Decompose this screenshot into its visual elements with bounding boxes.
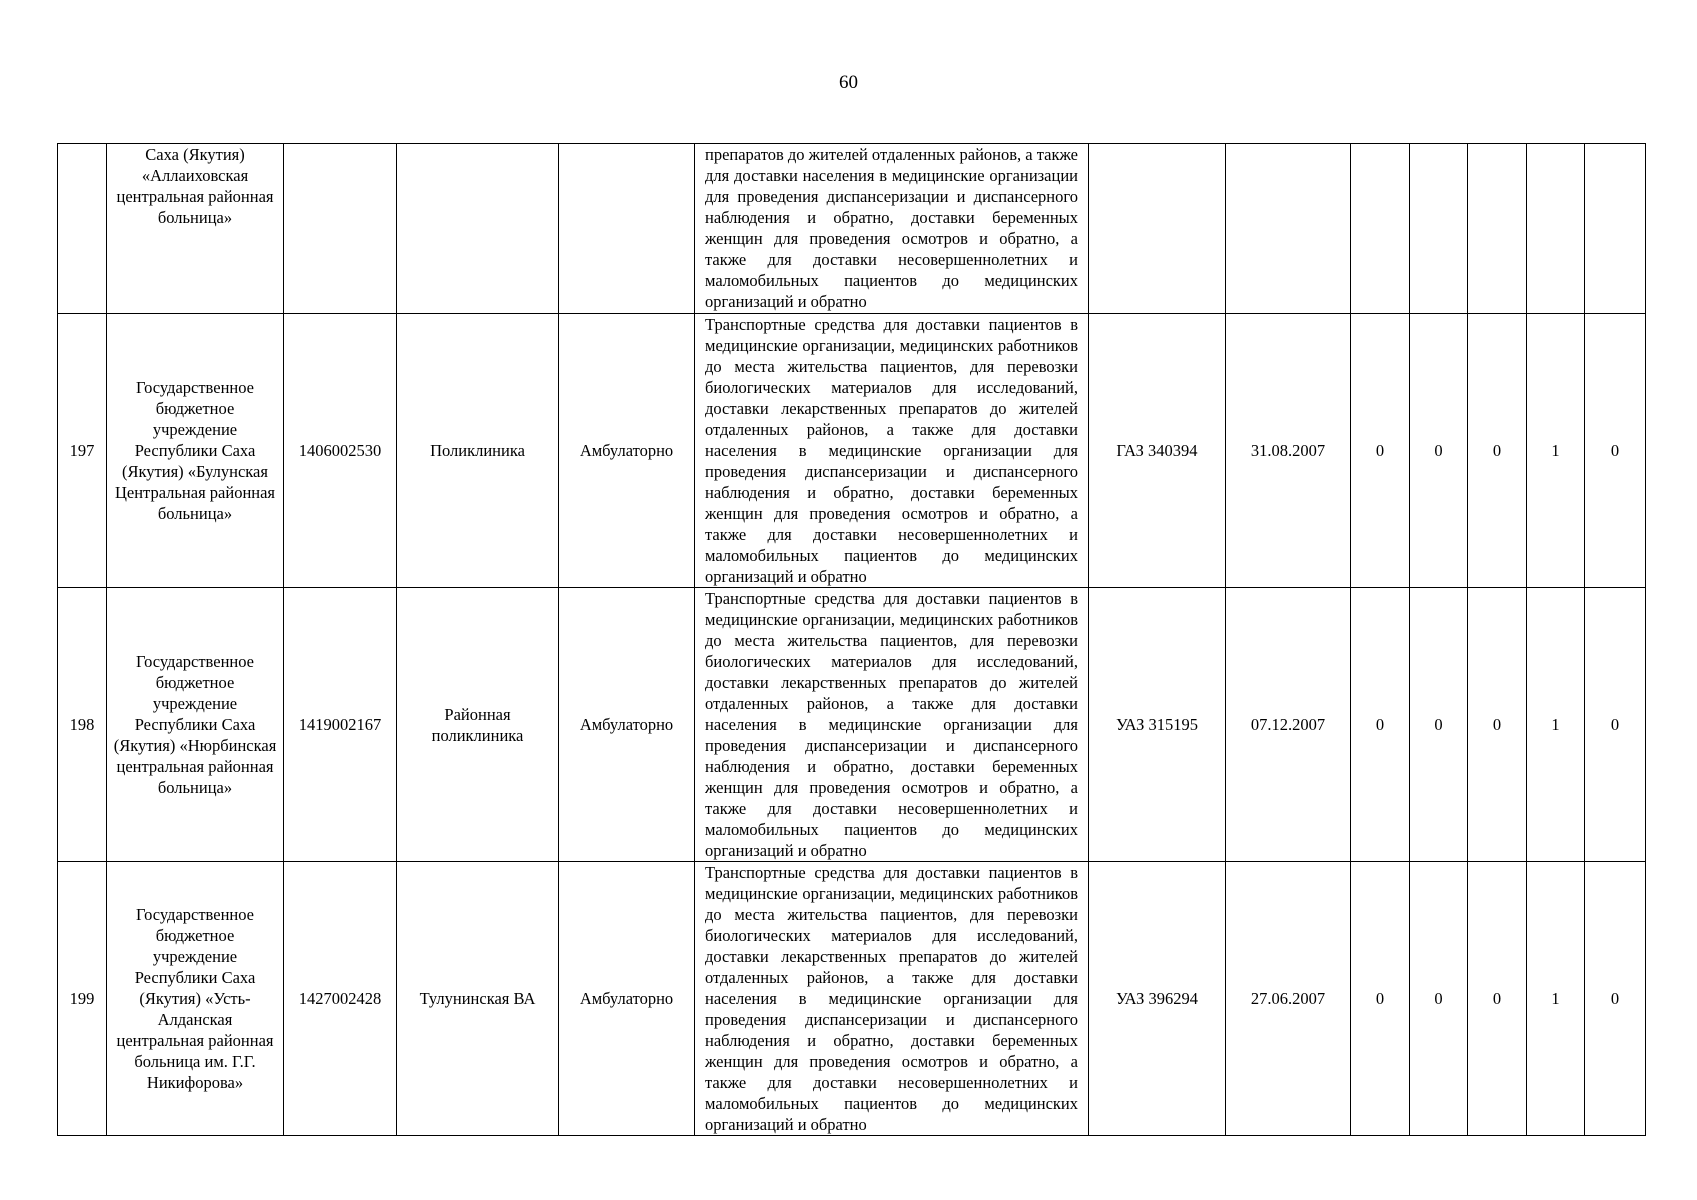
cell-count-4: 1 [1527, 314, 1585, 588]
cell-org-name: Саха (Якутия) «Аллаиховская центральная районная больница» [107, 144, 284, 314]
cell-care-type: Амбулаторно [559, 862, 695, 1136]
cell-count-5: 0 [1585, 588, 1646, 862]
cell-inn: 1427002428 [284, 862, 397, 1136]
cell-org-name: Государственное бюджетное учреждение Республики Саха (Якутия) «Булунская Центральная районная больница» [107, 314, 284, 588]
cell-vehicle: УАЗ 315195 [1089, 588, 1226, 862]
cell-vehicle [1089, 144, 1226, 314]
cell-date [1226, 144, 1351, 314]
cell-inn [284, 144, 397, 314]
cell-count-3 [1468, 144, 1527, 314]
cell-count-5 [1585, 144, 1646, 314]
cell-unit: Тулунинская ВА [397, 862, 559, 1136]
cell-care-type [559, 144, 695, 314]
cell-count-1: 0 [1351, 314, 1410, 588]
cell-care-type: Амбулаторно [559, 588, 695, 862]
cell-count-2: 0 [1410, 314, 1468, 588]
cell-count-3: 0 [1468, 588, 1527, 862]
cell-count-2: 0 [1410, 588, 1468, 862]
cell-inn: 1419002167 [284, 588, 397, 862]
cell-inn: 1406002530 [284, 314, 397, 588]
cell-care-type: Амбулаторно [559, 314, 695, 588]
cell-number: 197 [58, 314, 107, 588]
cell-number: 199 [58, 862, 107, 1136]
cell-count-3: 0 [1468, 314, 1527, 588]
table-row [58, 314, 1646, 588]
vehicle-register-table [57, 143, 1646, 1136]
cell-count-1: 0 [1351, 588, 1410, 862]
page-number: 60 [839, 72, 858, 93]
cell-org-name: Государственное бюджетное учреждение Республики Саха (Якутия) «Усть-Алданская центральная районная больница им. Г.Г. Никифорова» [107, 862, 284, 1136]
cell-count-2: 0 [1410, 862, 1468, 1136]
table-row-continuation [58, 144, 1646, 314]
cell-description: Транспортные средства для доставки пациентов в медицинские организации, медицинских работников до места жительства пациентов, для перевозки биологических материалов для исследований, доставки лекарственных препаратов до жителей отдаленных районов, а также для доставки населения в медицинские организации для проведения диспансеризации и диспансерного наблюдения и обратно, доставки беременных женщин для проведения осмотров и обратно, а также для доставки несовершеннолетних и маломобильных пациентов до медицинских организаций и обратно [695, 862, 1089, 1136]
cell-count-5: 0 [1585, 314, 1646, 588]
cell-date: 27.06.2007 [1226, 862, 1351, 1136]
cell-number [58, 144, 107, 314]
cell-count-3: 0 [1468, 862, 1527, 1136]
table-row [58, 588, 1646, 862]
cell-count-5: 0 [1585, 862, 1646, 1136]
cell-count-1 [1351, 144, 1410, 314]
cell-description: Транспортные средства для доставки пациентов в медицинские организации, медицинских работников до места жительства пациентов, для перевозки биологических материалов для исследований, доставки лекарственных препаратов до жителей отдаленных районов, а также для доставки населения в медицинские организации для проведения диспансеризации и диспансерного наблюдения и обратно, доставки беременных женщин для проведения осмотров и обратно, а также для доставки несовершеннолетних и маломобильных пациентов до медицинских организаций и обратно [695, 314, 1089, 588]
cell-vehicle: УАЗ 396294 [1089, 862, 1226, 1136]
cell-org-name: Государственное бюджетное учреждение Республики Саха (Якутия) «Нюрбинская центральная районная больница» [107, 588, 284, 862]
cell-number: 198 [58, 588, 107, 862]
cell-count-1: 0 [1351, 862, 1410, 1136]
cell-date: 31.08.2007 [1226, 314, 1351, 588]
cell-description: препаратов до жителей отдаленных районов, а также для доставки населения в медицинские организации для проведения диспансеризации и диспансерного наблюдения и обратно, доставки беременных женщин для проведения осмотров и обратно, а также для доставки несовершеннолетних и маломобильных пациентов до медицинских организаций и обратно [695, 144, 1089, 314]
cell-unit: Районная поликлиника [397, 588, 559, 862]
cell-date: 07.12.2007 [1226, 588, 1351, 862]
cell-count-4: 1 [1527, 862, 1585, 1136]
cell-unit: Поликлиника [397, 314, 559, 588]
cell-vehicle: ГАЗ 340394 [1089, 314, 1226, 588]
cell-count-4: 1 [1527, 588, 1585, 862]
cell-count-2 [1410, 144, 1468, 314]
cell-unit [397, 144, 559, 314]
cell-description: Транспортные средства для доставки пациентов в медицинские организации, медицинских работников до места жительства пациентов, для перевозки биологических материалов для исследований, доставки лекарственных препаратов до жителей отдаленных районов, а также для доставки населения в медицинские организации для проведения диспансеризации и диспансерного наблюдения и обратно, доставки беременных женщин для проведения осмотров и обратно, а также для доставки несовершеннолетних и маломобильных пациентов до медицинских организаций и обратно [695, 588, 1089, 862]
table-row [58, 862, 1646, 1136]
cell-count-4 [1527, 144, 1585, 314]
